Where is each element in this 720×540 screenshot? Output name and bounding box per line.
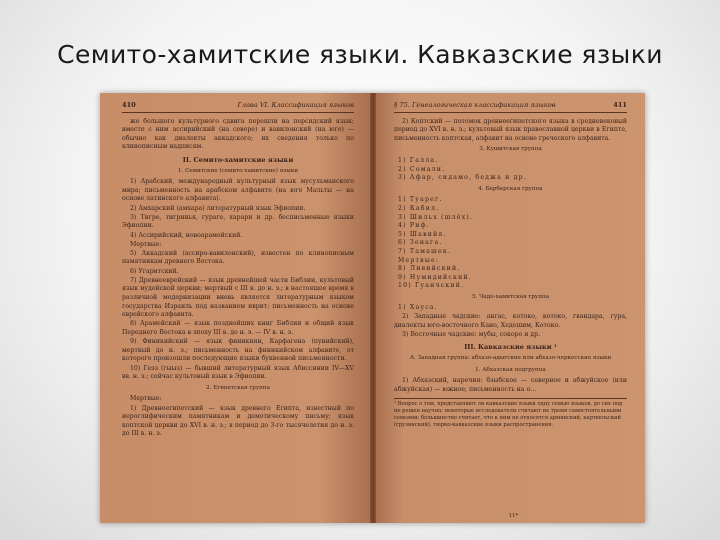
coptic-item: 2) Коптский — потомок древнеегипетского языка в средневековый период до XVI в. н. э.; культовый язык православной церкви в Египте, письменность коптская, алфавит на основе греческого алфавита. [394,117,627,142]
egyptian-item: 1) Древнеегипетский — язык древнего Египта, известный по иероглифическим памятникам и демотическому письму; язык коптской церкви до XVI в. н. э.; в период до 3-го тысячелетия до н. э. до III в. н. э. [122,404,354,438]
left-running-head-text: Глава VI. Классификация языков [237,101,354,109]
berber-item: 4) Риф. [398,222,430,230]
semitic-item: 4) Ассирийский, новоарамейский. [130,231,243,239]
book-spine [370,93,376,523]
section-title-caucasian: III. Кавказские языки ¹ [464,343,557,352]
semitic-item: 1) Арабский, международный культурный язык мусульманского мира; письменность на арабском алфавите (на юге Мальты — на основе латинского алфавита). [122,178,354,203]
semitic-item: 6) Угаритский. [130,267,179,275]
berber-item: 1) Туарег. [398,196,443,204]
right-page [372,93,645,523]
berber-item: 7) Тамашек. [398,247,452,255]
subsection-kushitic: 3. Кушитская группа [479,146,542,153]
kushitic-item: 3) Афар, сидамо, беджа и др. [398,174,527,182]
semitic-item: 3) Тигре, тигринья, гураге, харари и др. бесписьменные языки Эфиопии. [122,213,354,230]
kushitic-item: 2) Сомали. [398,165,446,173]
semitic-item: 7) Древнееврейский — язык древнейшей части Библии, культовый язык иудейской церкви; мертвый с III в. до н. э.; в настоящее время в различной модернизации вновь является литературным языком государства Израиль под названием иврит; письменность на основе еврейского алфавита. [122,276,354,319]
subsection-egyptian: 2. Египетская группа [206,384,270,391]
berber-item: 2) Кабил. [398,204,440,212]
berber-dead-item: 10) Гуанчский. [398,282,465,290]
subsection-western-group: А. Западная группа: абхазо-адыгские или абхазо-черкесские языки [409,355,612,362]
subsection-berber: 4. Берберская группа [478,185,543,192]
dead-label: Мертвые: [130,395,162,403]
left-running-head [122,101,354,113]
left-intro: же большого культурного сдвига перешли на персидский язык; вместе с ним ассирийский (на севере) и вавилонский (на юге) — обычно как диалекты аккадского; их сведения только по клинописным надписям. [122,117,354,151]
right-running-head [394,101,627,113]
right-page-number: 411 [613,101,627,109]
abkhaz-item: 1) Абхазский, наречия: бзыбское — северное и абжуйское (или абжуйская) — южное; письменность на о... [394,377,627,393]
right-running-head-text: § 75. Генеалогическая классификация языков [394,101,556,109]
berber-dead-label: Мертвые: [398,256,440,264]
chadic-item: 3) Восточные чадские: мубы, сокоро и др. [402,330,541,338]
kushitic-item: 1) Галла. [398,156,439,164]
berber-dead-item: 9) Нумидийский. [398,273,472,281]
semitic-item: 9) Финикийский — язык финикиян, Карфагена (пунийский), мертвый до н. э.; письменность на финикийском алфавите, от которого произошли последующие языки буквенной письменности. [122,338,354,363]
semitic-item: 5) Аккадский (ассиро-вавилонский), известен по клинописным памятникам древнего Востока. [122,249,354,266]
berber-item: 3) Шильх (шлёх). [398,213,474,221]
subsection-chadic: 5. Чадо-хамитская группа [471,293,549,300]
footnote: ¹ Вопрос о том, представляют ли кавказские языки одну семью языков, до сих пор не решен научно; некоторые исследователи считают их тремя самостоятельными семьями; большинство считает, что к ним не относятся армянский, картвельский (грузинский), тюрко-кавказские языки распространения. [394,398,627,429]
semitic-item: Мертвые: [130,240,162,248]
semitic-item: 2) Амхарский (амхара) литературный язык Эфиопии. [130,204,306,212]
slide-title: Семито-хамитские языки. Кавказские языки [57,40,663,69]
left-page-number: 410 [122,101,136,109]
semitic-item: 8) Арамейский — язык позднейших книг Библии и общий язык Переднего Востока в эпоху III в. до н. э. — IV в. н. э. [122,320,354,336]
subsection-abkhaz: 1. Абхазская подгруппа [475,366,546,373]
bottom-mark: 11* [508,513,519,520]
chadic-item: 2) Западные чадские: ангас, котоко, котоко, гвандара, гура, диалекты юго-восточного Кано, Хедешим, Котоко. [394,313,627,329]
berber-item: 5) Шавийя. [398,230,447,238]
section-title-semito-hamitic: II. Семито-хамитские языки [182,155,294,164]
left-page [100,93,372,523]
subsection-semitic: 1. Семитские (семито-хамитские) языки [178,167,298,174]
book-photo [100,93,645,523]
chadic-item: 1) Хауса. [398,304,438,312]
semitic-item: 10) Геэз (гыыз) — бывший литературный язык Абиссинии IV—XV вв. н. э.; сейчас культовый язык в Эфиопии. [122,364,354,381]
berber-item: 6) Зенага. [398,239,443,247]
berber-dead-item: 8) Ливийский. [398,265,461,273]
